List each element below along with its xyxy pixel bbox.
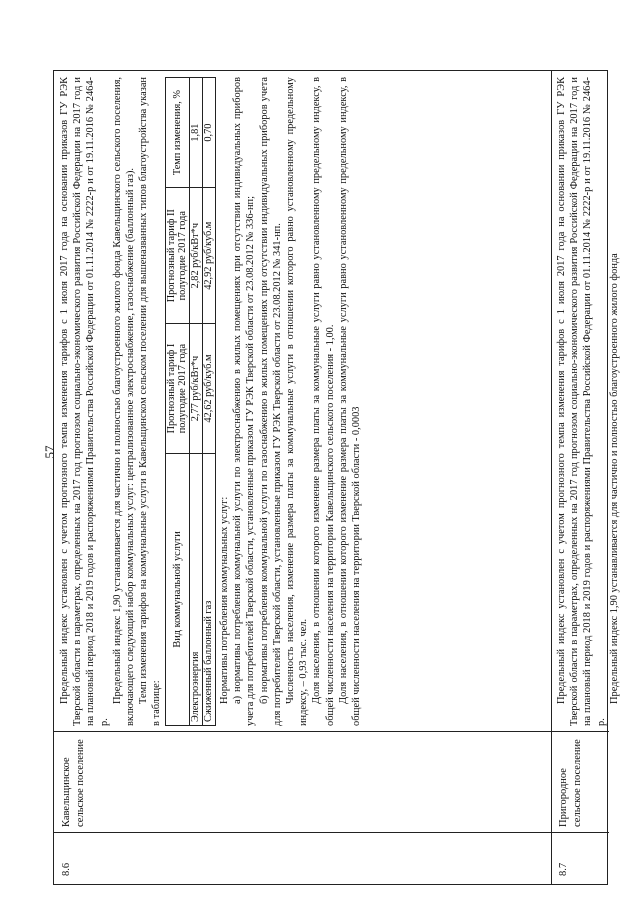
row-number: 8.7 xyxy=(551,832,609,884)
municipality-name: Кавельщинское сельское поселение xyxy=(54,731,551,832)
table-row xyxy=(54,71,552,884)
tariff-cell: Электроэнергия xyxy=(189,453,202,725)
tariff-header-cell: Вид коммунальной услуги xyxy=(165,453,190,725)
tariff-cell: 2,82 руб/кВт*ч xyxy=(189,187,202,323)
municipality-name: Пригородное сельское поселение xyxy=(551,731,609,832)
paragraph: Предельный индекс установлен с учетом прогнозного темпа изменения тарифов с 1 июля 2017 года на основании приказов ГУ РЭК Тверской области в параметрах, определенных на 2017 год прогнозом социально-экономического развития Российской Федерации на 2017 год и на плановый период 2018 и 2019 годов и распоряжениями Правительства Российской Федерации от 01.11.2014 № 2222-р и от 19.11.2016 № 2464-р. xyxy=(58,76,110,726)
paragraph: Численность населения, изменение размера платы за коммунальные услуги в отношении которого равно установленному предельному индексу, – 0,93 тыс. чел. xyxy=(284,76,309,726)
row-description xyxy=(54,71,551,731)
paragraph: Предельный индекс установлен с учетом прогнозного темпа изменения тарифов с 1 июля 2017 года на основании приказов ГУ РЭК Тверской области в параметрах, определенных на 2017 год прогнозом социально-экономического развития Российской Федерации на 2017 год и на плановый период 2018 и 2019 годов и распоряжениями Правительства Российской Федерации от 01.11.2014 № 2222-р и от 19.11.2016 № 2464-р. xyxy=(555,76,607,726)
tariff-row xyxy=(189,77,202,725)
tariff-row xyxy=(202,77,215,725)
tariff-cell: 1,81 xyxy=(189,77,202,187)
tariff-header-cell: Прогнозный тариф I полугодие 2017 года xyxy=(165,323,190,453)
tariff-header-cell: Прогнозный тариф II полугодие 2017 года xyxy=(165,187,190,323)
row-number: 8.6 xyxy=(54,832,551,884)
row-description xyxy=(551,71,620,731)
paragraph: Доля населения, в отношении которого изменение размера платы за коммунальные услуги равно установленному предельному индексу, в общей численности населения на территории Тверской области - 0,0003 xyxy=(337,76,362,726)
tariff-cell: 2,77 руб/кВт*ч xyxy=(189,323,202,453)
tariff-cell: 42,92 руб/куб.м xyxy=(202,187,215,323)
page-number: 57 xyxy=(42,445,57,459)
paragraph: Предельный индекс 1,90 устанавливается для частично и полностью благоустроенного жилого фонда Кавельщинского сельского поселения, включающего следующий набор коммунальных услуг: централизованное электроснабжение, газоснабжение (баллонный газ). xyxy=(111,76,136,726)
paragraph: б) нормативы потребления коммунальной услуги по газоснабжению в жилых помещениях при отсутствии индивидуальных приборов учета для потребителей Тверской области, установленные приказом ГУ РЭК Тверской области от 23.08.2012 № 341-нп. xyxy=(258,76,283,726)
paragraph: а) нормативы потребления коммунальной услуги по электроснабжению в жилых помещениях при отсутствии индивидуальных приборов учета для потребителей Тверской области, установленные приказом ГУ РЭК Тверской области от 23.08.2012 № 336-нп; xyxy=(231,76,256,726)
tariff-cell: 0,70 xyxy=(202,77,215,187)
tariff-cell: 42,62 руб/куб.м xyxy=(202,323,215,453)
paragraph: Нормативы потребления коммунальных услуг: xyxy=(218,496,230,704)
municipal-index-table xyxy=(53,70,620,885)
paragraph: Предельный индекс 1,90 устанавливается для частично и полностью благоустроенного жилого фонда xyxy=(608,252,620,704)
tariff-table xyxy=(164,77,215,726)
paragraph: Темп изменения тарифов на коммунальные услуги в Кавельщинском сельском поселении для вышеназванных типов благоустройства указан в таблице: xyxy=(137,76,162,726)
tariff-cell: Сжиженный баллонный газ xyxy=(202,453,215,725)
tariff-header-row xyxy=(165,77,190,725)
tariff-header-cell: Темп изменения, % xyxy=(165,77,190,187)
paragraph: Доля населения, в отношении которого изменение размера платы за коммунальные услуги равно установленному предельному индексу, в общей численности населения на территории Кавельщинского сельского поселения - 1,00. xyxy=(310,76,336,726)
table-row xyxy=(551,71,620,884)
